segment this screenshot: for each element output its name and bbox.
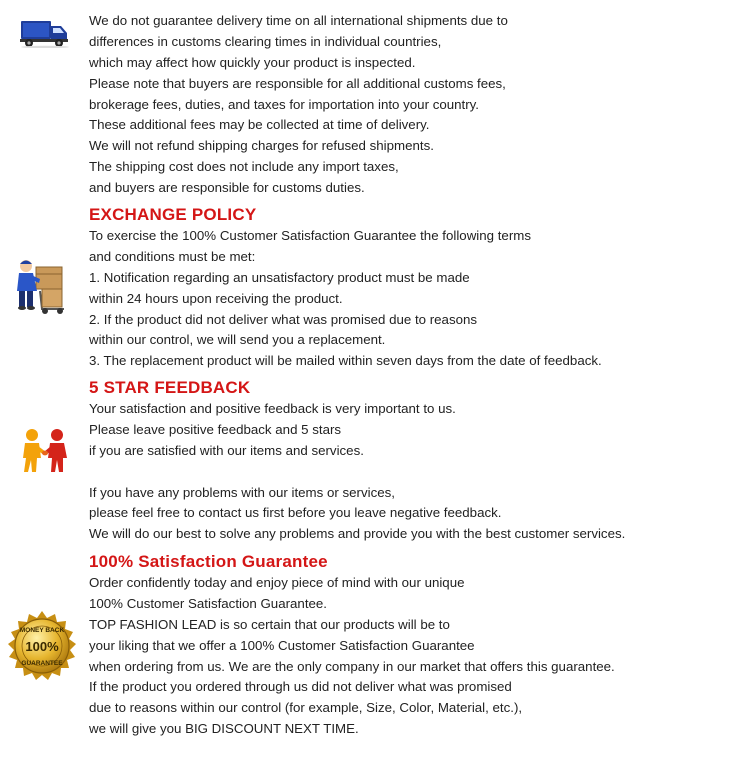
badge-bottom-text: GUARANTEE [21,660,63,667]
feedback-heading: 5 STAR FEEDBACK [89,378,251,397]
shipping-line: which may affect how quickly your product is inspected. [89,54,416,70]
guarantee-line: due to reasons within our control (for example, Size, Color, Material, etc.), [89,700,523,716]
exchange-text [89,203,739,372]
feedback-line: Please leave positive feedback and 5 stars [89,421,342,437]
exchange-section [0,203,750,373]
feedback-line: Your satisfaction and positive feedback is very important to us. [89,401,456,416]
feedback-line: If you have any problems with our items or services, [89,484,395,500]
guarantee-text [89,550,739,740]
exchange-line: within our control, we will send you a replacement. [89,332,386,348]
guarantee-line: your liking that we offer a 100% Customer Satisfaction Guarantee [89,637,475,653]
feedback-text [89,376,739,545]
delivery-man-box-icon [12,257,70,317]
shipping-line: We will not refund shipping charges for refused shipments. [89,138,434,154]
guarantee-line: when ordering from us. We are the only company in our market that offers this guarantee. [89,658,615,674]
shipping-text [89,11,739,199]
exchange-line: 1. Notification regarding an unsatisfactory product must be made [89,269,470,285]
exchange-line: To exercise the 100% Customer Satisfaction Guarantee the following terms [89,228,531,243]
guarantee-line: If the product you ordered through us did not deliver what was promised [89,679,512,695]
exchange-line: 2. If the product did not deliver what was promised due to reasons [89,311,478,327]
guarantee-line: we will give you BIG DISCOUNT NEXT TIME. [89,721,359,737]
guarantee-line: TOP FASHION LEAD is so certain that our products will be to [89,616,450,632]
guarantee-line: Order confidently today and enjoy piece of mind with our unique [89,575,465,590]
shipping-line: differences in customs clearing times in individual countries, [89,33,442,49]
shipping-line: We do not guarantee delivery time on all international shipments due to [89,13,508,28]
exchange-line: within 24 hours upon receiving the product. [89,290,343,306]
money-back-guarantee-seal-icon [5,610,79,684]
exchange-line: 3. The replacement product will be mailed within seven days from the date of feedback. [89,353,602,369]
feedback-line: We will do our best to solve any problems and provide you with the best customer services. [89,526,626,542]
guarantee-heading: 100% Satisfaction Guarantee [89,552,328,571]
shipping-line: These additional fees may be collected at time of delivery. [89,117,430,133]
feedback-section [0,376,750,548]
feedback-blank-line [89,462,739,483]
shipping-line: Please note that buyers are responsible for all additional customs fees, [89,75,506,91]
shipping-line: The shipping cost does not include any import taxes, [89,159,399,175]
feedback-line: please feel free to contact us first before you leave negative feedback. [89,505,502,521]
exchange-policy-heading: EXCHANGE POLICY [89,205,257,224]
shipping-line: brokerage fees, duties, and taxes for importation into your country. [89,96,480,112]
feedback-line: if you are satisfied with our items and services. [89,442,364,458]
guarantee-section [0,550,750,750]
badge-percent-text: 100% [25,639,59,654]
shipping-line: and buyers are responsible for customs duties. [89,180,365,196]
badge-top-text: MONEY BACK [19,627,65,634]
handshake-people-icon [20,428,70,474]
exchange-line: and conditions must be met: [89,248,256,264]
shipping-section [0,11,750,201]
guarantee-line: 100% Customer Satisfaction Guarantee. [89,595,327,611]
delivery-truck-icon [20,18,70,48]
